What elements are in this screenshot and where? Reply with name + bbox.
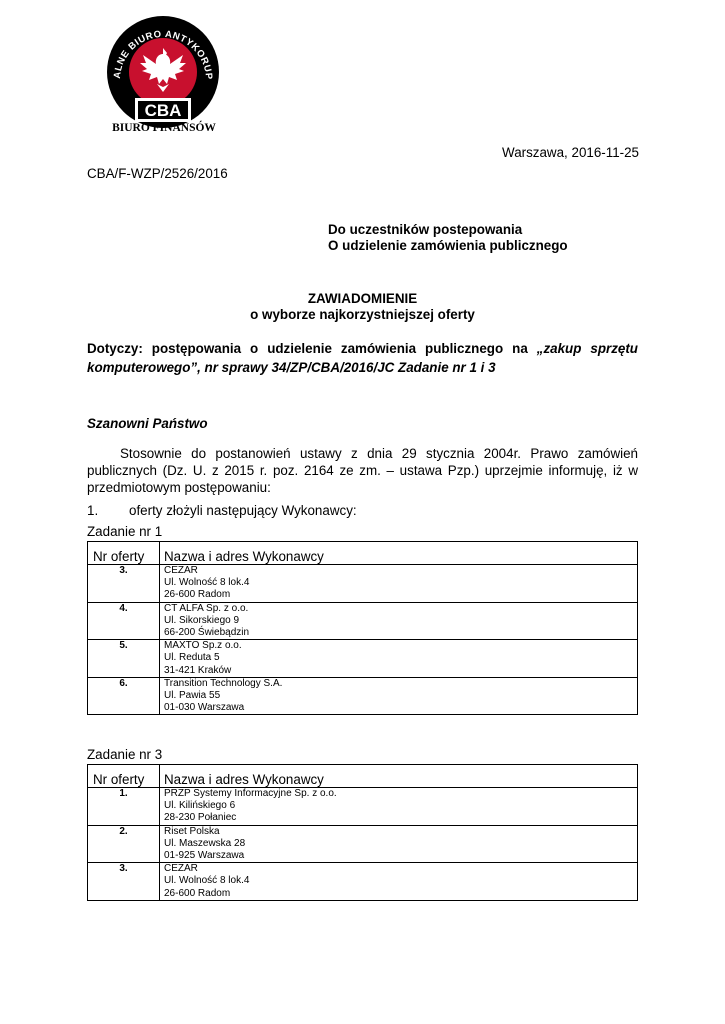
offers-table-task-3 xyxy=(87,764,638,901)
task-1-label: Zadanie nr 1 xyxy=(87,524,163,539)
greeting: Szanowni Państwo xyxy=(87,416,208,431)
offer-number: 4. xyxy=(88,602,160,640)
column-header-contractor: Nazwa i adres Wykonawcy xyxy=(160,542,638,565)
contractor-address: MAXTO Sp.z o.o. Ul. Reduta 5 31-421 Kraków xyxy=(160,640,638,678)
column-header-contractor: Nazwa i adres Wykonawcy xyxy=(160,765,638,788)
offer-number: 2. xyxy=(88,825,160,863)
subject-italic: „zakup sprzętu komputerowego”, nr sprawy 34/ZP/CBA/2016/JC Zadanie nr 1 i 3 xyxy=(87,341,638,375)
offer-number: 6. xyxy=(88,677,160,715)
logo-cba-text: CBA xyxy=(144,101,182,120)
cba-logo xyxy=(104,14,222,132)
task-3-label: Zadanie nr 3 xyxy=(87,747,163,762)
contractor-address: Riset Polska Ul. Maszewska 28 01-925 Warszawa xyxy=(160,825,638,863)
list-item-1 xyxy=(87,503,357,519)
list-item-number: 1. xyxy=(87,503,99,518)
offer-number: 1. xyxy=(88,788,160,826)
table-row xyxy=(88,863,638,901)
offer-number: 5. xyxy=(88,640,160,678)
reference-number: CBA/F-WZP/2526/2016 xyxy=(87,166,228,181)
table-row xyxy=(88,565,638,603)
addressee-line-2: O udzielenie zamówienia publicznego xyxy=(328,238,568,253)
contractor-address: PRZP Systemy Informacyjne Sp. z o.o. Ul. Kilińskiego 6 28-230 Połaniec xyxy=(160,788,638,826)
table-row xyxy=(88,640,638,678)
document-title: ZAWIADOMIENIE xyxy=(307,291,418,306)
table-row xyxy=(88,602,638,640)
offer-number: 3. xyxy=(88,565,160,603)
subject-prefix: Dotyczy: postępowania o udzielenie zamówienia publicznego na xyxy=(87,341,537,356)
contractor-address: Transition Technology S.A. Ul. Pawia 55 01-030 Warszawa xyxy=(160,677,638,715)
offers-table-task-1 xyxy=(87,541,638,715)
subject-paragraph xyxy=(87,339,638,377)
logo-arc-text: ALNE BIURO ANTYKORUP xyxy=(111,28,215,81)
contractor-address: CEZAR Ul. Wolność 8 lok.4 26-600 Radom xyxy=(160,565,638,603)
list-item-text: oferty złożyli następujący Wykonawcy: xyxy=(129,503,357,518)
column-header-offer-number: Nr oferty xyxy=(88,765,160,788)
table-row xyxy=(88,825,638,863)
contractor-address: CT ALFA Sp. z o.o. Ul. Sikorskiego 9 66-200 Świebądzin xyxy=(160,602,638,640)
table-row xyxy=(88,677,638,715)
contractor-address: CEZAR Ul. Wolność 8 lok.4 26-600 Radom xyxy=(160,863,638,901)
document-subtitle: o wyborze najkorzystniejszej oferty xyxy=(250,307,475,322)
addressee-line-1: Do uczestników postepowania xyxy=(328,222,523,237)
column-header-offer-number: Nr oferty xyxy=(88,542,160,565)
letter-date: Warszawa, 2016-11-25 xyxy=(502,145,639,160)
offer-number: 3. xyxy=(88,863,160,901)
table-row xyxy=(88,788,638,826)
office-name: BIURO FINANSÓW xyxy=(112,122,216,134)
intro-paragraph: Stosownie do postanowień ustawy z dnia 29 stycznia 2004r. Prawo zamówień publicznych (Dz. U. z 2015 r. poz. 2164 ze zm. – ustawa Pzp.) uprzejmie informuję, iż w przedmiotowym postępowaniu: xyxy=(87,446,638,495)
